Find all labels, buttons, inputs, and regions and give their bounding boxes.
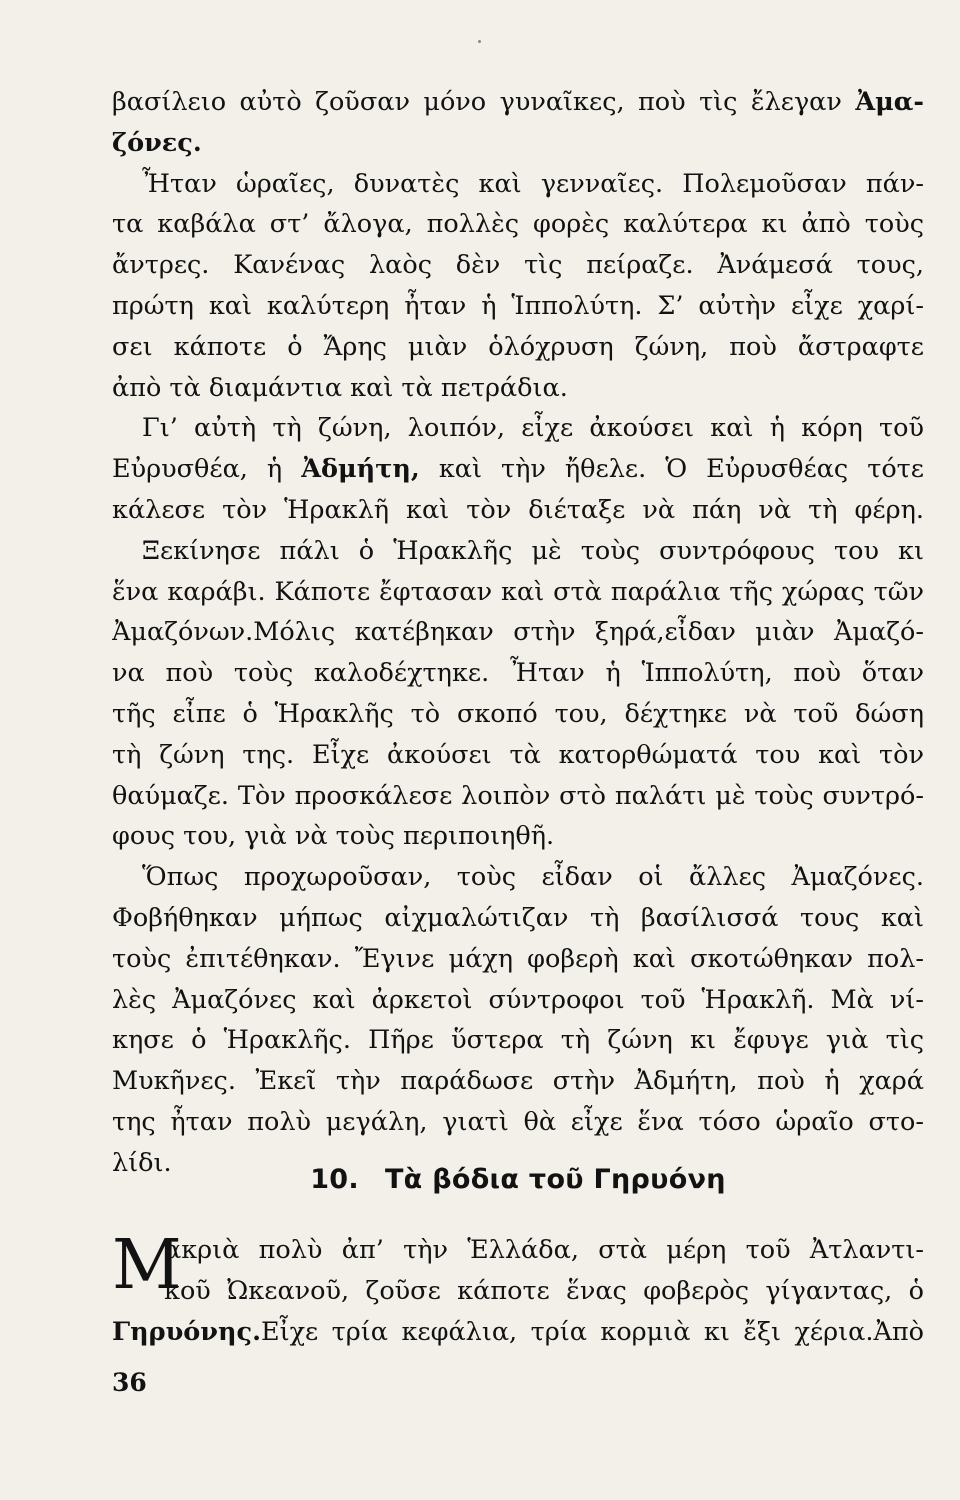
text-line: πρώτη καὶ καλύτερη ἦταν ἡ Ἱππολύτη. Σ’ αὐτὴν εἶχε χαρί- bbox=[112, 290, 924, 321]
text-line: λὲς Ἀμαζόνες καὶ ἀρκετοὶ σύντροφοι τοῦ Ἡρακλῆ. Μὰ νί- bbox=[112, 984, 924, 1015]
bold-word: Γηρυόνης. bbox=[112, 1316, 261, 1347]
text-line: λίδι. bbox=[112, 1147, 172, 1178]
text-line: κάλεσε τὸν Ἡρακλῆ καὶ τὸν διέταξε νὰ πάη νὰ τὴ φέρη. bbox=[112, 494, 924, 525]
text-line: τὴ ζώνη της. Εἶχε ἀκούσει τὰ κατορθώματά του καὶ τὸν bbox=[112, 739, 924, 770]
text-line: Γι’ αὐτὴ τὴ ζώνη, λοιπόν, εἶχε ἀκούσει καὶ ἡ κόρη τοῦ bbox=[142, 413, 924, 444]
text-line: Ἦταν ὡραῖες, δυνατὲς καὶ γενναῖες. Πολεμοῦσαν πάν- bbox=[142, 168, 924, 199]
text-line: ἄντρες. Κανένας λαὸς δὲν τὶς πείραζε. Ἀνάμεσά τους, bbox=[112, 250, 924, 281]
text-line: της ἦταν πολὺ μεγάλη, γιατὶ θὰ εἶχε ἕνα τόσο ὡραῖο στο- bbox=[112, 1106, 924, 1137]
text-line: θαύμαζε. Τὸν προσκάλεσε λοιπὸν στὸ παλάτι μὲ τοὺς συντρό- bbox=[112, 780, 924, 811]
text-line: να ποὺ τοὺς καλοδέχτηκε. Ἦταν ἡ Ἱππολύτη, ποὺ ὅταν bbox=[112, 658, 924, 689]
text-line: Εὐρυσθέα, ἡ Ἀδμήτη, καὶ τὴν ἤθελε. Ὁ Εὐρυσθέας τότε bbox=[112, 454, 924, 485]
section-heading bbox=[112, 1164, 924, 1195]
text-line: φους του, γιὰ νὰ τοὺς περιποιηθῆ. bbox=[112, 821, 555, 852]
text-line: σει κάποτε ὁ Ἄρης μιὰν ὁλόχρυση ζώνη, ποὺ ἄστραφτε bbox=[112, 331, 924, 362]
bold-word: Ἀδμήτη, bbox=[301, 454, 420, 485]
text-line: Ξεκίνησε πάλι ὁ Ἡρακλῆς μὲ τοὺς συντρόφους του κι bbox=[142, 535, 924, 566]
text-line: ζόνες. bbox=[112, 127, 202, 158]
text-line: ακριὰ πολὺ ἀπ’ τὴν Ἑλλάδα, στὰ μέρη τοῦ Ἀτλαντι- bbox=[164, 1235, 924, 1265]
text-line: τοὺς ἐπιτέθηκαν. Ἔγινε μάχη φοβερὴ καὶ σκοτώθηκαν πολ- bbox=[112, 943, 924, 974]
section-title: Τὰ βόδια τοῦ Γηρυόνη bbox=[384, 1164, 726, 1195]
text-line: Μυκῆνες. Ἐκεῖ τὴν παράδωσε στὴν Ἀδμήτη, ποὺ ἡ χαρά bbox=[112, 1066, 924, 1097]
drop-cap: Μ bbox=[112, 1226, 182, 1305]
opening-paragraph bbox=[112, 1226, 924, 1352]
page-number: 36 bbox=[112, 1368, 147, 1397]
section-number: 10. bbox=[310, 1164, 359, 1195]
body-text bbox=[112, 82, 924, 1184]
text-line: Ὅπως προχωροῦσαν, τοὺς εἶδαν οἱ ἄλλες Ἀμαζόνες. bbox=[142, 862, 924, 893]
text-line: ἕνα καράβι. Κάποτε ἔφτασαν καὶ στὰ παράλια τῆς χώρας τῶν bbox=[112, 576, 924, 607]
text-line: βασίλειο αὐτὸ ζοῦσαν μόνο γυναῖκες, ποὺ τὶς ἔλεγαν Ἀμα- bbox=[112, 87, 924, 117]
text-line: κοῦ Ὠκεανοῦ, ζοῦσε κάποτε ἕνας φοβερὸς γίγαντας, ὁ bbox=[164, 1275, 924, 1306]
ink-speck bbox=[478, 40, 481, 43]
text-line: κησε ὁ Ἡρακλῆς. Πῆρε ὕστερα τὴ ζώνη κι ἔφυγε γιὰ τὶς bbox=[112, 1025, 924, 1056]
text-line: Γηρυόνης.Εἶχε τρία κεφάλια, τρία κορμιὰ κι ἔξι χέρια.Ἀπὸ bbox=[112, 1316, 924, 1347]
text-line: τῆς εἶπε ὁ Ἡρακλῆς τὸ σκοπό του, δέχτηκε νὰ τοῦ δώση bbox=[112, 698, 924, 729]
text-line: Φοβήθηκαν μήπως αἰχμαλώτιζαν τὴ βασίλισσά τους καὶ bbox=[112, 902, 924, 933]
text-line: ἀπὸ τὰ διαμάντια καὶ τὰ πετράδια. bbox=[112, 372, 568, 403]
text-line: Ἀμαζόνων.Μόλις κατέβηκαν στὴν ξηρά,εἶδαν μιὰν Ἀμαζό- bbox=[112, 617, 924, 648]
text-line: τα καβάλα στ’ ἄλογα, πολλὲς φορὲς καλύτερα κι ἀπὸ τοὺς bbox=[112, 209, 924, 240]
bold-word: Ἀμα- bbox=[855, 87, 924, 117]
